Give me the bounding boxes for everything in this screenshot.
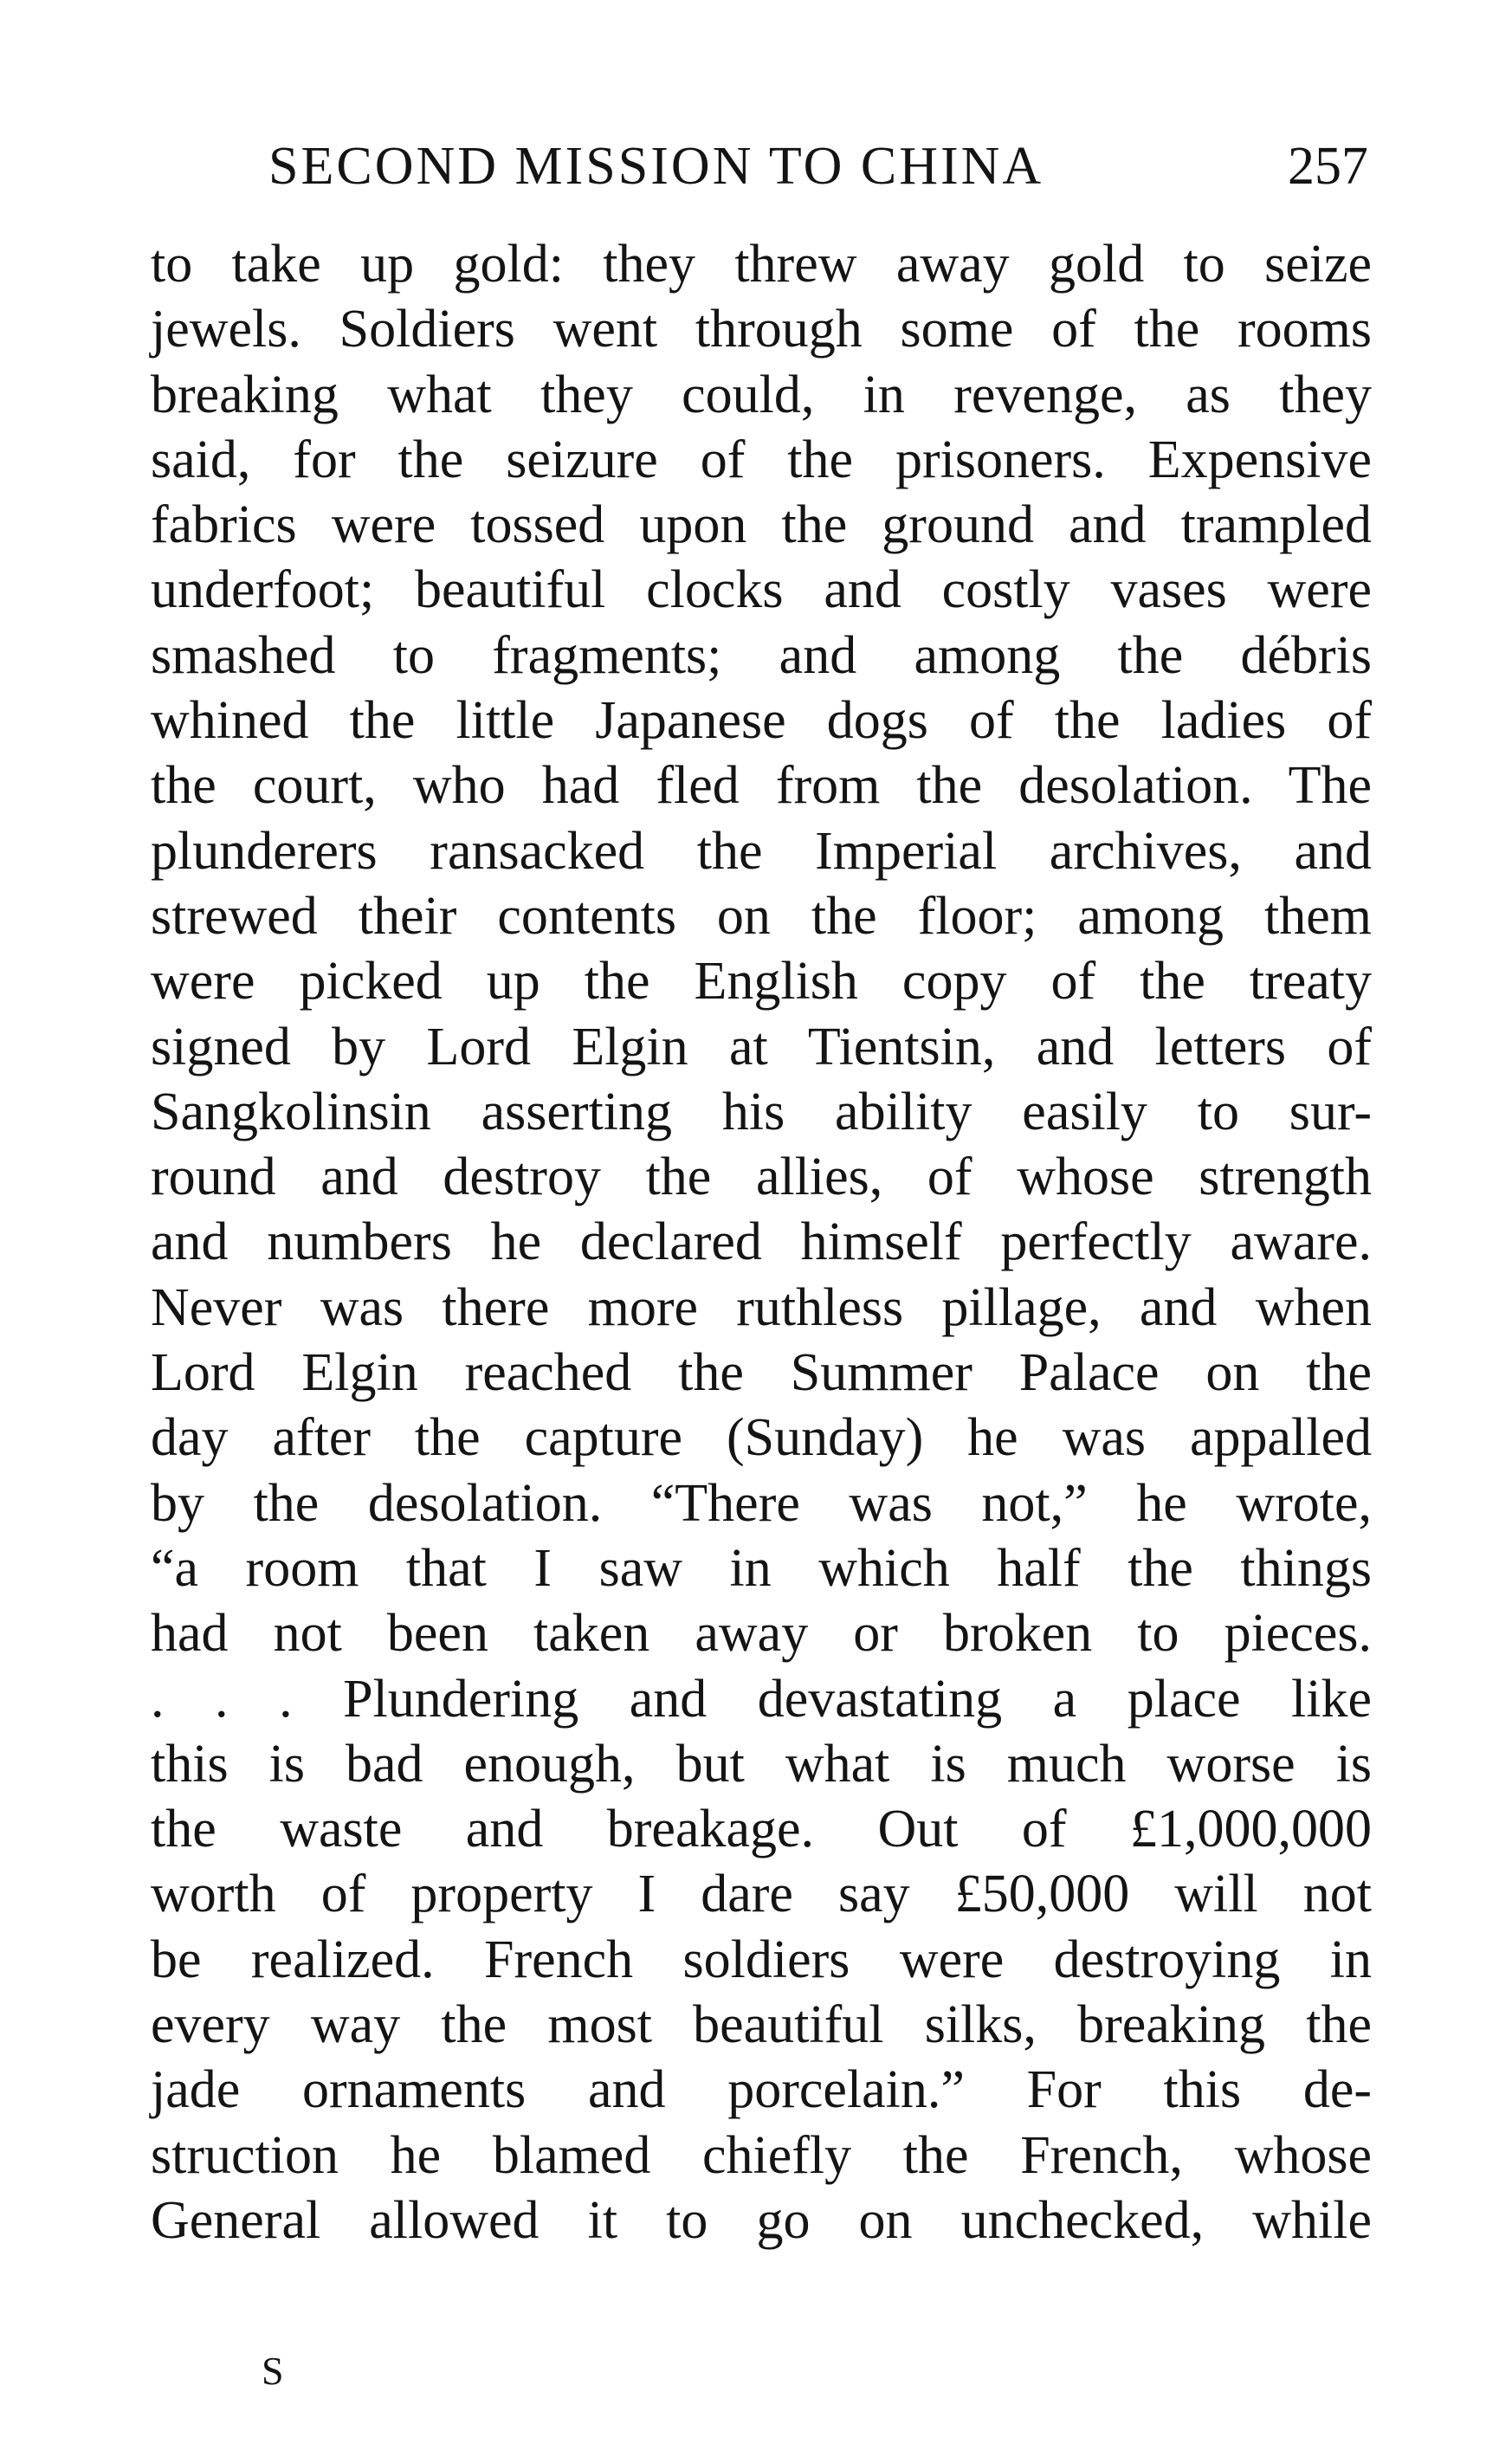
text-line: the court, who had fled from the desolation. The: [151, 756, 1372, 816]
text-line: . . . Plundering and devastating a place like: [151, 1669, 1372, 1729]
signature-mark: S: [262, 2349, 284, 2393]
text-line: plunderers ransacked the Imperial archives, and: [151, 821, 1372, 881]
text-line: had not been taken away or broken to pieces.: [151, 1604, 1372, 1664]
text-line: whined the little Japanese dogs of the ladies of: [151, 691, 1372, 751]
body-text: [151, 232, 1372, 2253]
text-line: struction he blamed chiefly the French, whose: [151, 2125, 1372, 2185]
text-line: signed by Lord Elgin at Tientsin, and letters of: [151, 1017, 1372, 1076]
text-line: by the desolation. “There was not,” he wrote,: [151, 1473, 1372, 1533]
text-line: underfoot; beautiful clocks and costly vases were: [151, 560, 1372, 620]
text-line: every way the most beautiful silks, breaking the: [151, 1995, 1372, 2055]
text-line: smashed to fragments; and among the débris: [151, 625, 1372, 685]
text-line: General allowed it to go on unchecked, while: [151, 2190, 1372, 2250]
text-line: round and destroy the allies, of whose strength: [151, 1147, 1372, 1207]
text-line: jewels. Soldiers went through some of the rooms: [151, 300, 1372, 359]
text-line: jade ornaments and porcelain.” For this de-: [151, 2060, 1372, 2120]
text-line: Lord Elgin reached the Summer Palace on the: [151, 1343, 1372, 1403]
text-line: were picked up the English copy of the treaty: [151, 952, 1372, 1012]
page-number: 257: [1288, 137, 1368, 196]
running-head: [251, 132, 1368, 201]
text-line: strewed their contents on the floor; among them: [151, 886, 1372, 946]
text-line: fabrics were tossed upon the ground and trampled: [151, 495, 1372, 555]
text-line: Sangkolinsin asserting his ability easily to sur-: [151, 1082, 1372, 1141]
text-line: said, for the seizure of the prisoners. Expensive: [151, 430, 1372, 489]
text-line: the waste and breakage. Out of £1,000,000: [151, 1800, 1372, 1859]
text-line: to take up gold: they threw away gold to seize: [151, 235, 1372, 294]
text-line: worth of property I dare say £50,000 will not: [151, 1865, 1372, 1924]
text-line: Never was there more ruthless pillage, and when: [151, 1277, 1372, 1337]
text-line: be realized. French soldiers were destroying in: [151, 1930, 1372, 1989]
text-line: breaking what they could, in revenge, as they: [151, 365, 1372, 424]
text-line: “a room that I saw in which half the things: [151, 1538, 1372, 1598]
text-line: and numbers he declared himself perfectly aware.: [151, 1212, 1372, 1272]
running-title: SECOND MISSION TO CHINA: [268, 137, 1044, 196]
text-line: day after the capture (Sunday) he was appalled: [151, 1408, 1372, 1468]
text-line: this is bad enough, but what is much worse is: [151, 1734, 1372, 1794]
